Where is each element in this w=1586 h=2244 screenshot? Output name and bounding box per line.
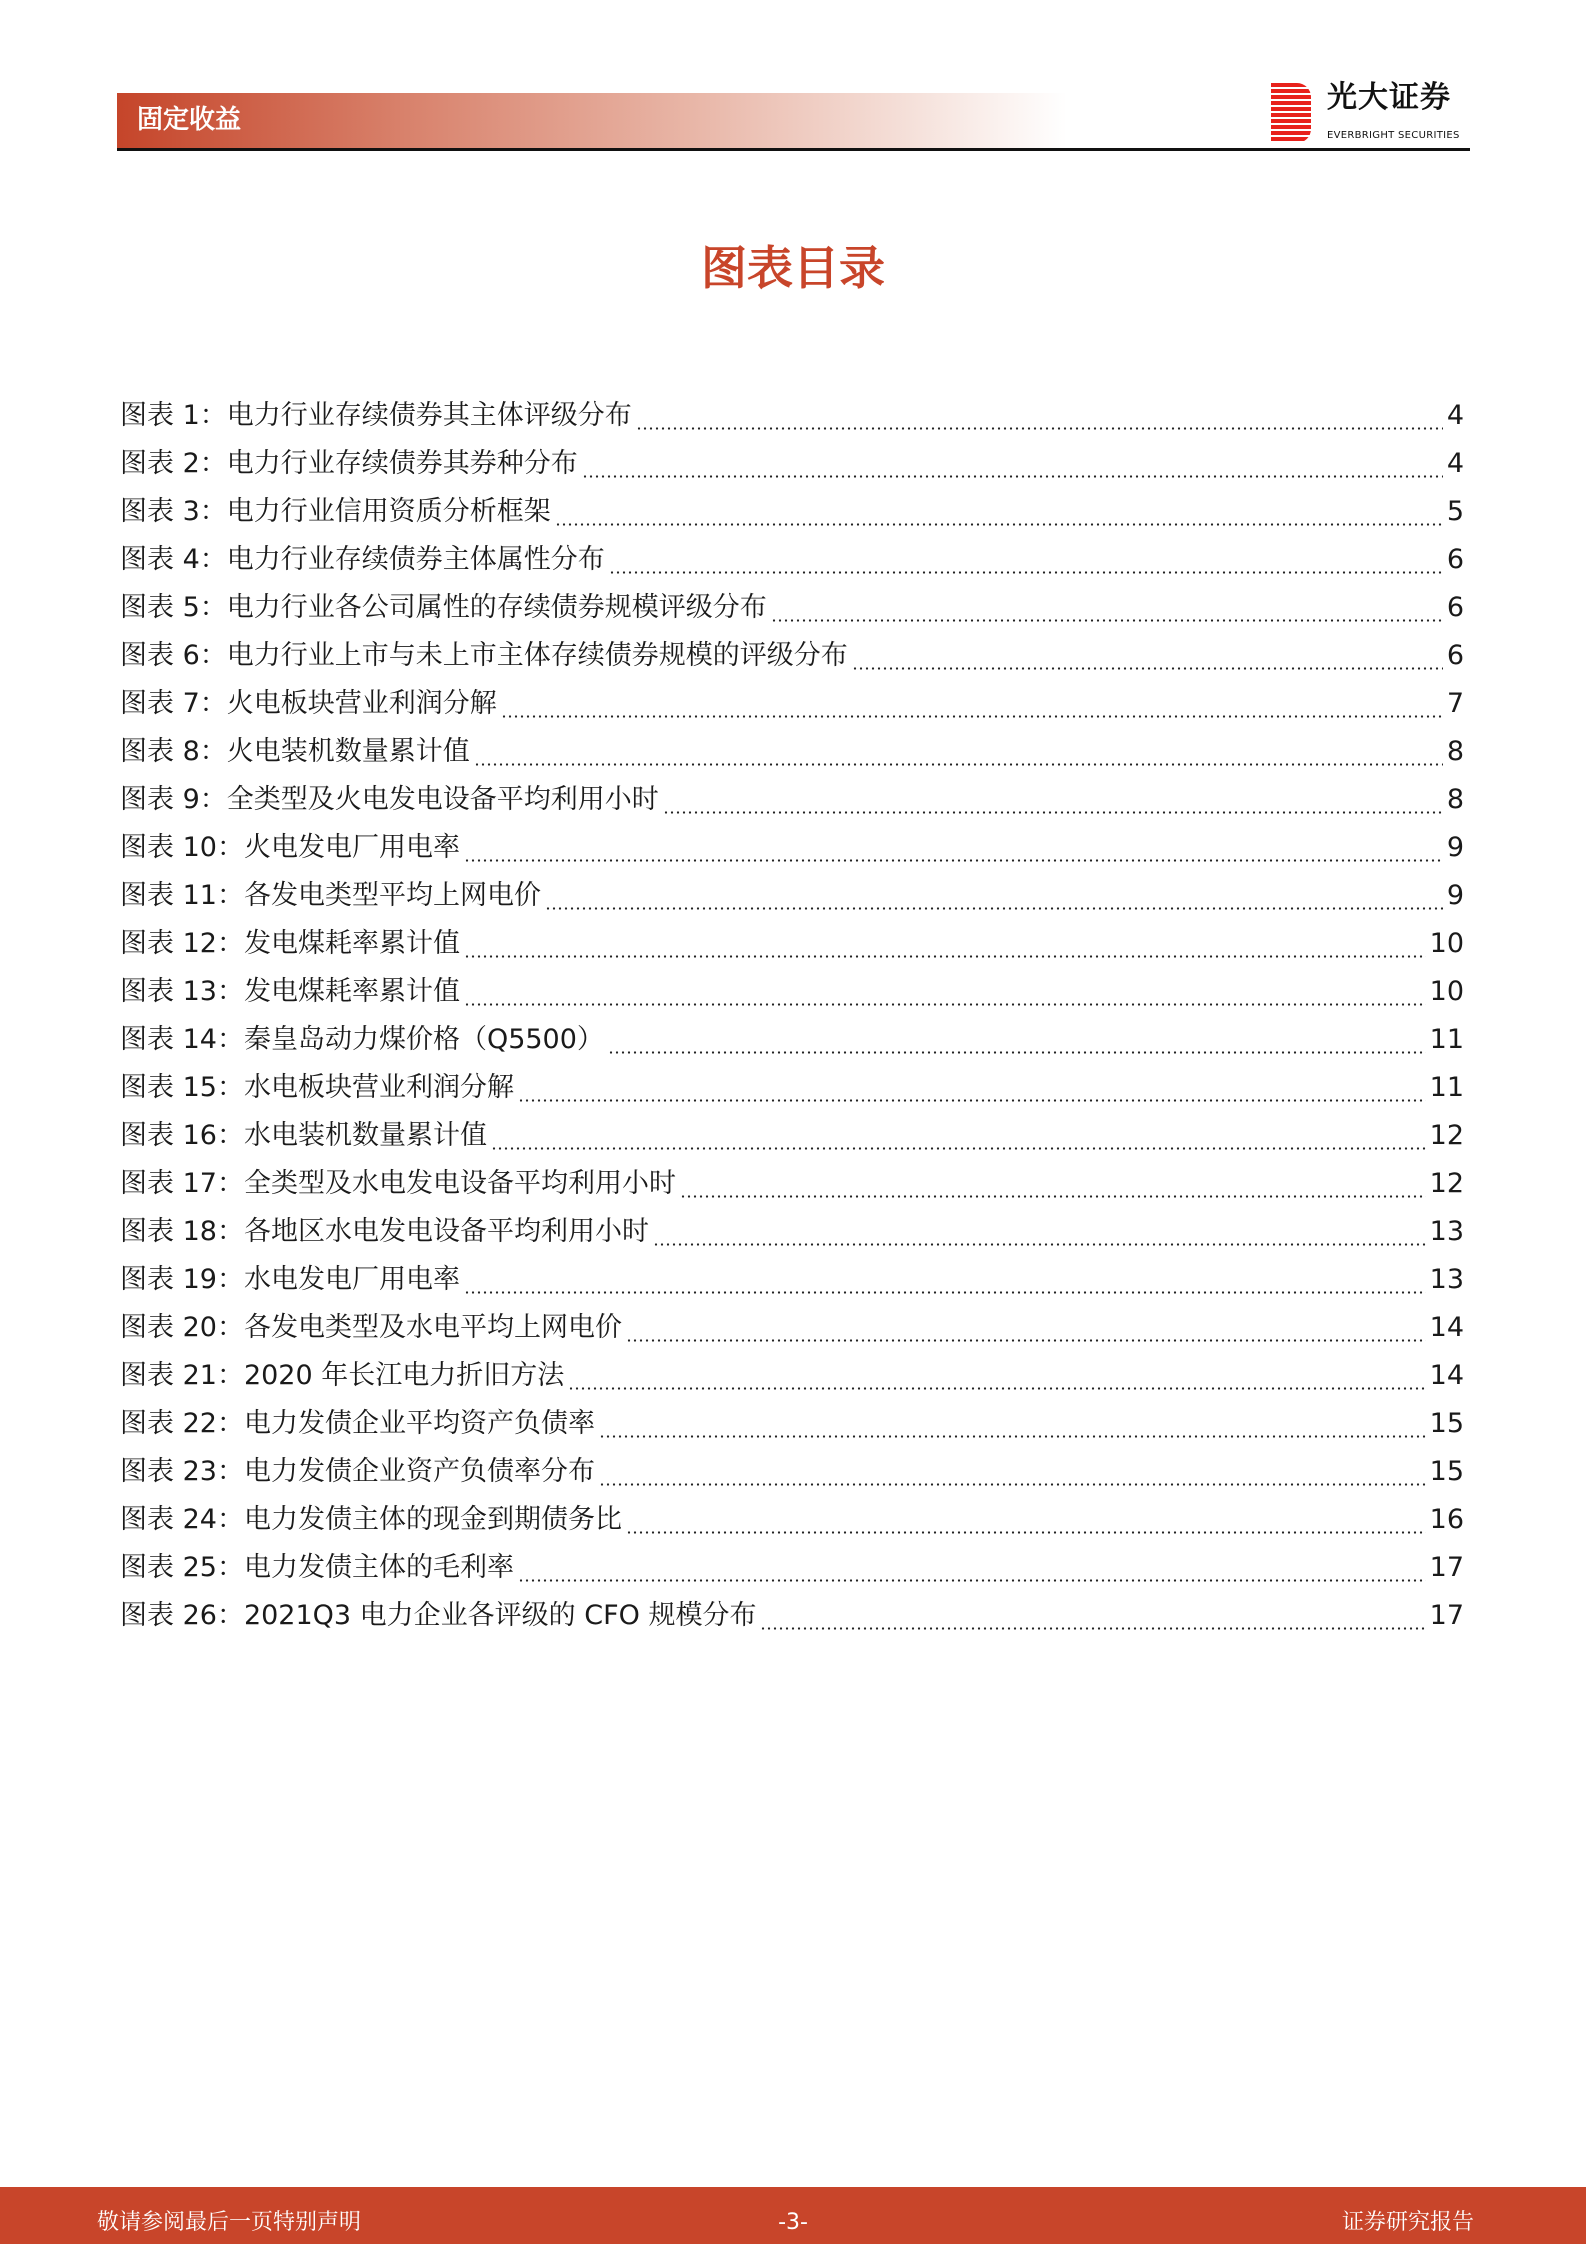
- dot-leader: [626, 1531, 1426, 1534]
- toc-entry[interactable]: [120, 876, 1464, 924]
- toc-entry-label: 图表 8：火电装机数量累计值: [120, 736, 470, 767]
- logo-mark-icon: [1271, 83, 1311, 143]
- toc-entry-page: 10: [1429, 976, 1464, 1007]
- dot-leader: [771, 619, 1443, 622]
- toc-entry[interactable]: [120, 684, 1464, 732]
- toc-entry-page: 13: [1429, 1216, 1464, 1247]
- toc-entry-page: 16: [1429, 1504, 1464, 1535]
- toc-entry[interactable]: [120, 396, 1464, 444]
- dot-leader: [852, 667, 1443, 670]
- toc-entry[interactable]: [120, 1500, 1464, 1548]
- toc-entry-page: 17: [1429, 1552, 1464, 1583]
- toc-entry[interactable]: [120, 1356, 1464, 1404]
- dot-leader: [680, 1195, 1426, 1198]
- toc-entry[interactable]: [120, 1260, 1464, 1308]
- toc-entry-page: 7: [1446, 688, 1464, 719]
- toc-entry[interactable]: [120, 1404, 1464, 1452]
- dot-leader: [501, 715, 1443, 718]
- toc-entry-page: 9: [1446, 832, 1464, 863]
- toc-entry-page: 13: [1429, 1264, 1464, 1295]
- toc-entry-page: 6: [1446, 544, 1464, 575]
- toc-entry-page: 9: [1446, 880, 1464, 911]
- dot-leader: [626, 1339, 1426, 1342]
- toc-entry[interactable]: [120, 1308, 1464, 1356]
- toc-entry[interactable]: [120, 924, 1464, 972]
- toc-entry[interactable]: [120, 1548, 1464, 1596]
- toc-entry[interactable]: [120, 636, 1464, 684]
- toc-entry-page: 6: [1446, 592, 1464, 623]
- toc-entry-page: 10: [1429, 928, 1464, 959]
- toc-entry-label: 图表 3：电力行业信用资质分析框架: [120, 496, 551, 527]
- dot-leader: [464, 859, 1443, 862]
- toc-entry-label: 图表 26：2021Q3 电力企业各评级的 CFO 规模分布: [120, 1600, 757, 1631]
- toc-entry-label: 图表 4：电力行业存续债券主体属性分布: [120, 544, 605, 575]
- figure-list: [120, 396, 1464, 1644]
- toc-entry[interactable]: [120, 1020, 1464, 1068]
- toc-entry-label: 图表 25：电力发债主体的毛利率: [120, 1552, 514, 1583]
- toc-entry[interactable]: [120, 1068, 1464, 1116]
- toc-entry-page: 6: [1446, 640, 1464, 671]
- toc-entry-page: 8: [1446, 736, 1464, 767]
- dot-leader: [636, 427, 1443, 430]
- toc-entry-label: 图表 14：秦皇岛动力煤价格（Q5500）: [120, 1024, 604, 1055]
- toc-entry-label: 图表 15：水电板块营业利润分解: [120, 1072, 514, 1103]
- dot-leader: [608, 1051, 1426, 1054]
- toc-entry-label: 图表 6：电力行业上市与未上市主体存续债券规模的评级分布: [120, 640, 848, 671]
- dot-leader: [491, 1147, 1426, 1150]
- dot-leader: [599, 1483, 1426, 1486]
- toc-entry-label: 图表 16：水电装机数量累计值: [120, 1120, 487, 1151]
- toc-entry-label: 图表 22：电力发债企业平均资产负债率: [120, 1408, 595, 1439]
- company-logo: [1271, 80, 1471, 146]
- dot-leader: [545, 907, 1443, 910]
- toc-entry[interactable]: [120, 1164, 1464, 1212]
- toc-entry[interactable]: [120, 828, 1464, 876]
- section-banner: [117, 93, 1067, 148]
- toc-entry-page: 12: [1429, 1168, 1464, 1199]
- toc-entry-page: 11: [1429, 1024, 1464, 1055]
- dot-leader: [653, 1243, 1426, 1246]
- toc-entry-label: 图表 10：火电发电厂用电率: [120, 832, 460, 863]
- toc-entry[interactable]: [120, 1596, 1464, 1644]
- page-number: -3-: [778, 2210, 808, 2235]
- toc-entry-label: 图表 12：发电煤耗率累计值: [120, 928, 460, 959]
- section-label: 固定收益: [137, 105, 242, 135]
- dot-leader: [760, 1627, 1425, 1630]
- dot-leader: [464, 1291, 1426, 1294]
- page-title: 图表目录: [701, 241, 885, 295]
- toc-entry[interactable]: [120, 1452, 1464, 1500]
- toc-entry-page: 4: [1446, 448, 1464, 479]
- dot-leader: [518, 1579, 1426, 1582]
- footer: [0, 2187, 1586, 2244]
- dot-leader: [609, 571, 1443, 574]
- toc-entry-label: 图表 1：电力行业存续债券其主体评级分布: [120, 400, 632, 431]
- toc-entry[interactable]: [120, 588, 1464, 636]
- toc-entry-page: 4: [1446, 400, 1464, 431]
- toc-entry-page: 14: [1429, 1360, 1464, 1391]
- toc-entry-label: 图表 9：全类型及火电发电设备平均利用小时: [120, 784, 659, 815]
- toc-entry[interactable]: [120, 1116, 1464, 1164]
- dot-leader: [518, 1099, 1426, 1102]
- toc-entry-label: 图表 20：各发电类型及水电平均上网电价: [120, 1312, 622, 1343]
- toc-entry-page: 15: [1429, 1408, 1464, 1439]
- toc-entry-label: 图表 23：电力发债企业资产负债率分布: [120, 1456, 595, 1487]
- toc-entry-label: 图表 24：电力发债主体的现金到期债务比: [120, 1504, 622, 1535]
- toc-entry-label: 图表 19：水电发电厂用电率: [120, 1264, 460, 1295]
- toc-entry-page: 12: [1429, 1120, 1464, 1151]
- dot-leader: [474, 763, 1443, 766]
- toc-entry-page: 8: [1446, 784, 1464, 815]
- toc-entry[interactable]: [120, 444, 1464, 492]
- footer-disclaimer: 敬请参阅最后一页特别声明: [97, 2210, 362, 2235]
- toc-entry-page: 14: [1429, 1312, 1464, 1343]
- toc-entry-page: 11: [1429, 1072, 1464, 1103]
- footer-doc-type: 证券研究报告: [1341, 2210, 1474, 2235]
- header-divider: [117, 148, 1470, 151]
- toc-entry-label: 图表 13：发电煤耗率累计值: [120, 976, 460, 1007]
- dot-leader: [599, 1435, 1426, 1438]
- dot-leader: [464, 955, 1426, 958]
- toc-entry[interactable]: [120, 492, 1464, 540]
- toc-entry-label: 图表 7：火电板块营业利润分解: [120, 688, 497, 719]
- toc-entry-label: 图表 5：电力行业各公司属性的存续债券规模评级分布: [120, 592, 767, 623]
- logo-en: EVERBRIGHT SECURITIES: [1327, 130, 1460, 141]
- toc-entry-page: 15: [1429, 1456, 1464, 1487]
- toc-entry-label: 图表 21：2020 年长江电力折旧方法: [120, 1360, 565, 1391]
- toc-entry[interactable]: [120, 540, 1464, 588]
- dot-leader: [582, 475, 1443, 478]
- toc-entry[interactable]: [120, 1212, 1464, 1260]
- toc-entry-label: 图表 17：全类型及水电发电设备平均利用小时: [120, 1168, 676, 1199]
- toc-entry-label: 图表 2：电力行业存续债券其券种分布: [120, 448, 578, 479]
- toc-entry-label: 图表 18：各地区水电发电设备平均利用小时: [120, 1216, 649, 1247]
- dot-leader: [663, 811, 1443, 814]
- toc-entry[interactable]: [120, 780, 1464, 828]
- dot-leader: [568, 1387, 1425, 1390]
- toc-entry-page: 17: [1429, 1600, 1464, 1631]
- toc-entry-page: 5: [1446, 496, 1464, 527]
- dot-leader: [464, 1003, 1426, 1006]
- logo-cn: 光大证券: [1327, 80, 1451, 115]
- toc-entry[interactable]: [120, 732, 1464, 780]
- dot-leader: [555, 523, 1443, 526]
- toc-entry[interactable]: [120, 972, 1464, 1020]
- toc-entry-label: 图表 11：各发电类型平均上网电价: [120, 880, 541, 911]
